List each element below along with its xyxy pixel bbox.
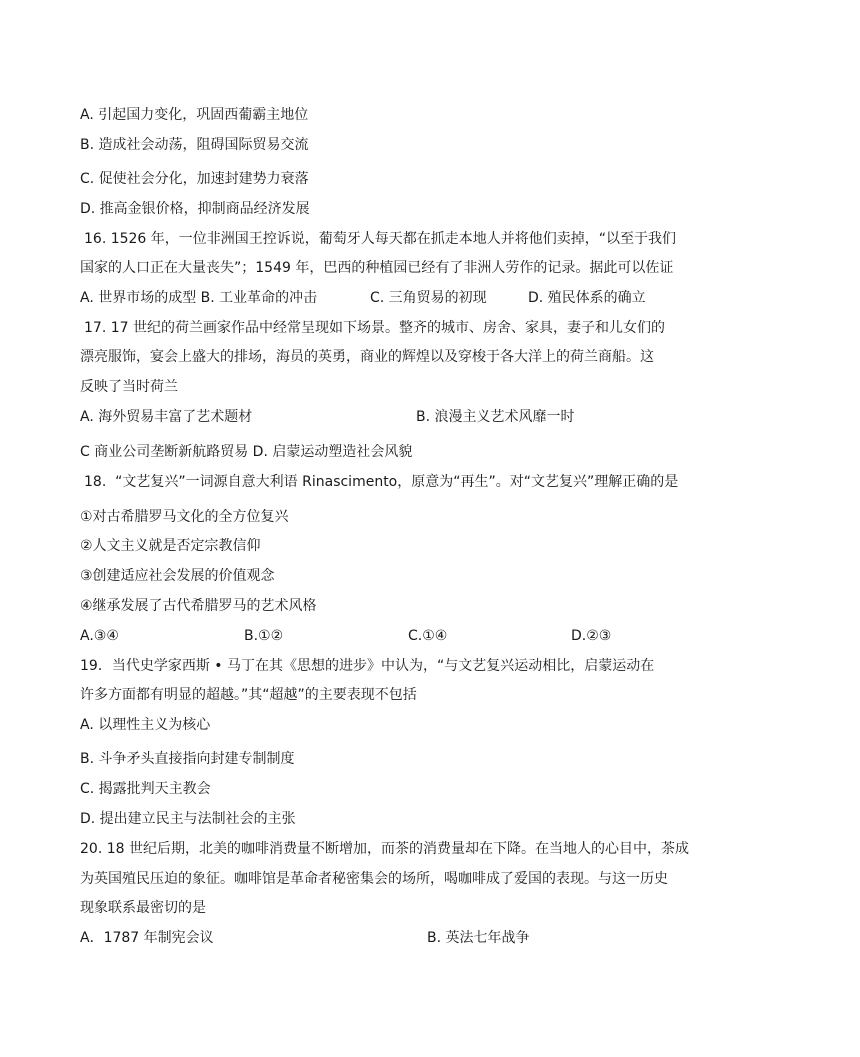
q18-option-b: B.①② [244,628,284,644]
q17-stem-line1: 17. 17 世纪的荷兰画家作品中经常呈现如下场景。整齐的城市、房舍、家具，妻子和儿女们的 [84,320,665,336]
q20-stem-line2: 为英国殖民压迫的象征。咖啡馆是革命者秘密集会的场所，喝咖啡成了爱国的表现。与这一历史 [80,871,668,887]
q20-stem-line3: 现象联系最密切的是 [80,900,206,916]
q17-option-b: B. 浪漫主义艺术风靡一时 [416,409,575,425]
q17-option-cd: C 商业公司垄断新航路贸易 D. 启蒙运动塑造社会风貌 [80,444,413,460]
q19-option-c: C. 揭露批判天主教会 [80,781,211,797]
q18-statement-3: ③创建适应社会发展的价值观念 [80,568,275,584]
q15-option-b: B. 造成社会动荡，阻碍国际贸易交流 [80,137,309,153]
q16-option-ab: A. 世界市场的成型 B. 工业革命的冲击 [80,290,318,306]
q18-statement-4: ④继承发展了古代希腊罗马的艺术风格 [80,598,317,614]
q18-statement-2: ②人文主义就是否定宗教信仰 [80,538,261,554]
q18-stem-line1: 18. “文艺复兴”一词源自意大利语 Rinascimento，原意为“再生”。对“文艺复兴”理解正确的是 [84,474,679,490]
q19-stem-line1: 19．当代史学家西斯 • 马丁在其《思想的进步》中认为，“与文艺复兴运动相比，启蒙运动在 [80,658,655,674]
q15-option-c: C. 促使社会分化，加速封建势力衰落 [80,171,309,187]
q16-stem-line1: 16. 1526 年，一位非洲国王控诉说，葡萄牙人每天都在抓走本地人并将他们卖掉，“以至于我们 [84,231,677,247]
q18-option-c: C.①④ [408,628,448,644]
q17-stem-line3: 反映了当时荷兰 [80,379,178,395]
q19-option-a: A. 以理性主义为核心 [80,717,211,733]
q20-option-b: B. 英法七年战争 [427,930,530,946]
q15-option-a: A. 引起国力变化，巩固西葡霸主地位 [80,107,309,123]
q18-option-d: D.②③ [571,628,612,644]
q17-stem-line2: 漂亮服饰，宴会上盛大的排场，海员的英勇，商业的辉煌以及穿梭于各大洋上的荷兰商船。这 [80,349,654,365]
q18-statement-1: ①对古希腊罗马文化的全方位复兴 [80,509,289,525]
q20-stem-line1: 20. 18 世纪后期，北美的咖啡消费量不断增加，而茶的消费量却在下降。在当地人的心目中，茶成 [80,841,689,857]
q19-option-b: B. 斗争矛头直接指向封建专制制度 [80,751,295,767]
q19-stem-line2: 许多方面都有明显的超越。”其“超越”的主要表现不包括 [80,687,417,703]
q16-option-c: C. 三角贸易的初现 [370,290,487,306]
q16-stem-line2: 国家的人口正在大量丧失”；1549 年，巴西的种植园已经有了非洲人劳作的记录。据此可以佐证 [80,260,674,276]
q17-option-a: A. 海外贸易丰富了艺术题材 [80,409,253,425]
q20-option-a: A．1787 年制宪会议 [80,930,214,946]
q16-option-d: D. 殖民体系的确立 [528,290,646,306]
q18-option-a: A.③④ [80,628,119,644]
q19-option-d: D. 提出建立民主与法制社会的主张 [80,811,296,827]
q15-option-d: D. 推高金银价格，抑制商品经济发展 [80,201,310,217]
